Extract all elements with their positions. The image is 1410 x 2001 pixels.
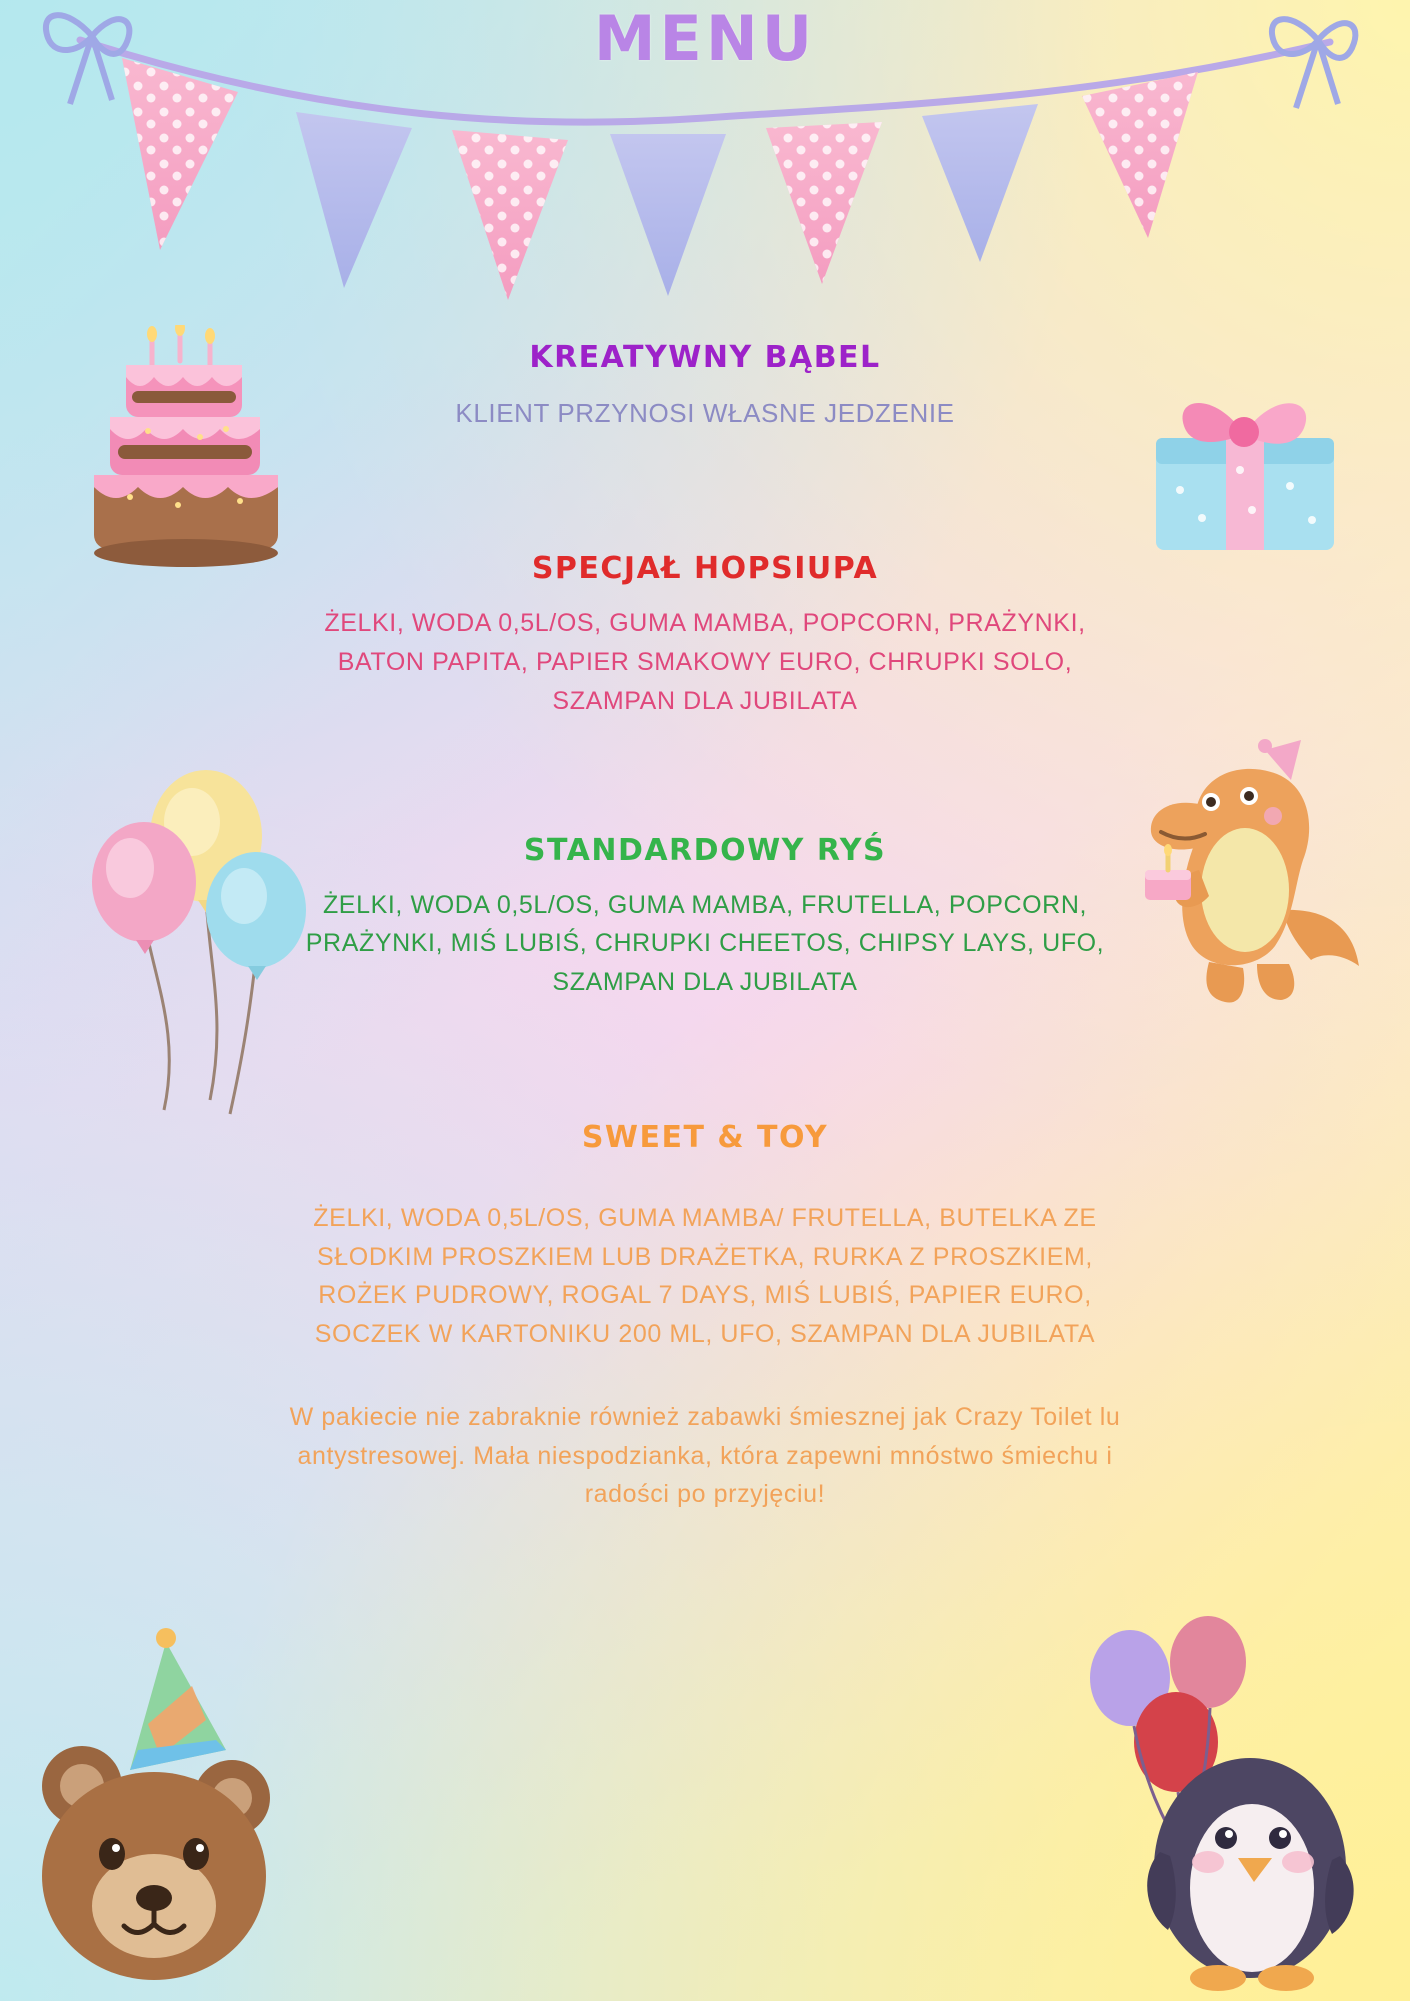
section-heading: KREATYWNY BĄBEL <box>529 340 881 375</box>
section-heading: SPECJAŁ HOPSIUPA <box>531 551 879 587</box>
section-standardowy-rys <box>280 833 1130 1002</box>
gift-box-illustration <box>1130 370 1360 570</box>
page-title: MENU <box>593 2 817 75</box>
section-body: ŻELKI, WODA 0,5L/OS, GUMA MAMBA/ FRUTELLA, BUTELKA ZE SŁODKIM PROSZKIEM LUB DRAŻETKA, RURKA Z PROSZKIEM, ROŻEK PUDROWY, ROGAL 7 DAYS, MIŚ LUBIŚ, PAPIER EURO, SOCZEK W KARTONIKU 200 ML, UFO, SZAMPAN DLA JUBILATA <box>313 1203 1097 1349</box>
section-sweet-and-toy <box>280 1120 1130 1354</box>
teddy-bear-with-party-hat-illustration <box>20 1590 280 2000</box>
balloons-illustration <box>60 770 310 1130</box>
section-specjal-hopsiupa <box>280 551 1130 720</box>
section-body: ŻELKI, WODA 0,5L/OS, GUMA MAMBA, POPCORN, PRAŻYNKI, BATON PAPITA, PAPIER SMAKOWY EURO, CHRUPKI SOLO, SZAMPAN DLA JUBILATA <box>324 609 1086 715</box>
birthday-cake-illustration <box>60 325 310 595</box>
section-body: ŻELKI, WODA 0,5L/OS, GUMA MAMBA, FRUTELLA, POPCORN, PRAŻYNKI, MIŚ LUBIŚ, CHRUPKI CHEETOS, CHIPSY LAYS, UFO, SZAMPAN DLA JUBILATA <box>305 890 1105 997</box>
menu-content <box>280 340 1130 1532</box>
section-heading: STANDARDOWY RYŚ <box>523 832 887 868</box>
dinosaur-with-cake-illustration <box>1115 720 1365 1020</box>
section-toy-note <box>280 1398 1130 1514</box>
penguin-with-balloons-illustration <box>1090 1600 1380 2000</box>
section-heading: SWEET & TOY <box>581 1119 829 1155</box>
note-text: W pakiecie nie zabraknie również zabawki śmiesznej jak Crazy Toilet lu antystresowej. Mała niespodzianka, która zapewni mnóstwo śmiechu i radości po przyjęciu! <box>289 1402 1121 1509</box>
section-kreatywny-babel <box>280 340 1130 433</box>
section-body: KLIENT PRZYNOSI WŁASNE JEDZENIE <box>455 398 955 428</box>
